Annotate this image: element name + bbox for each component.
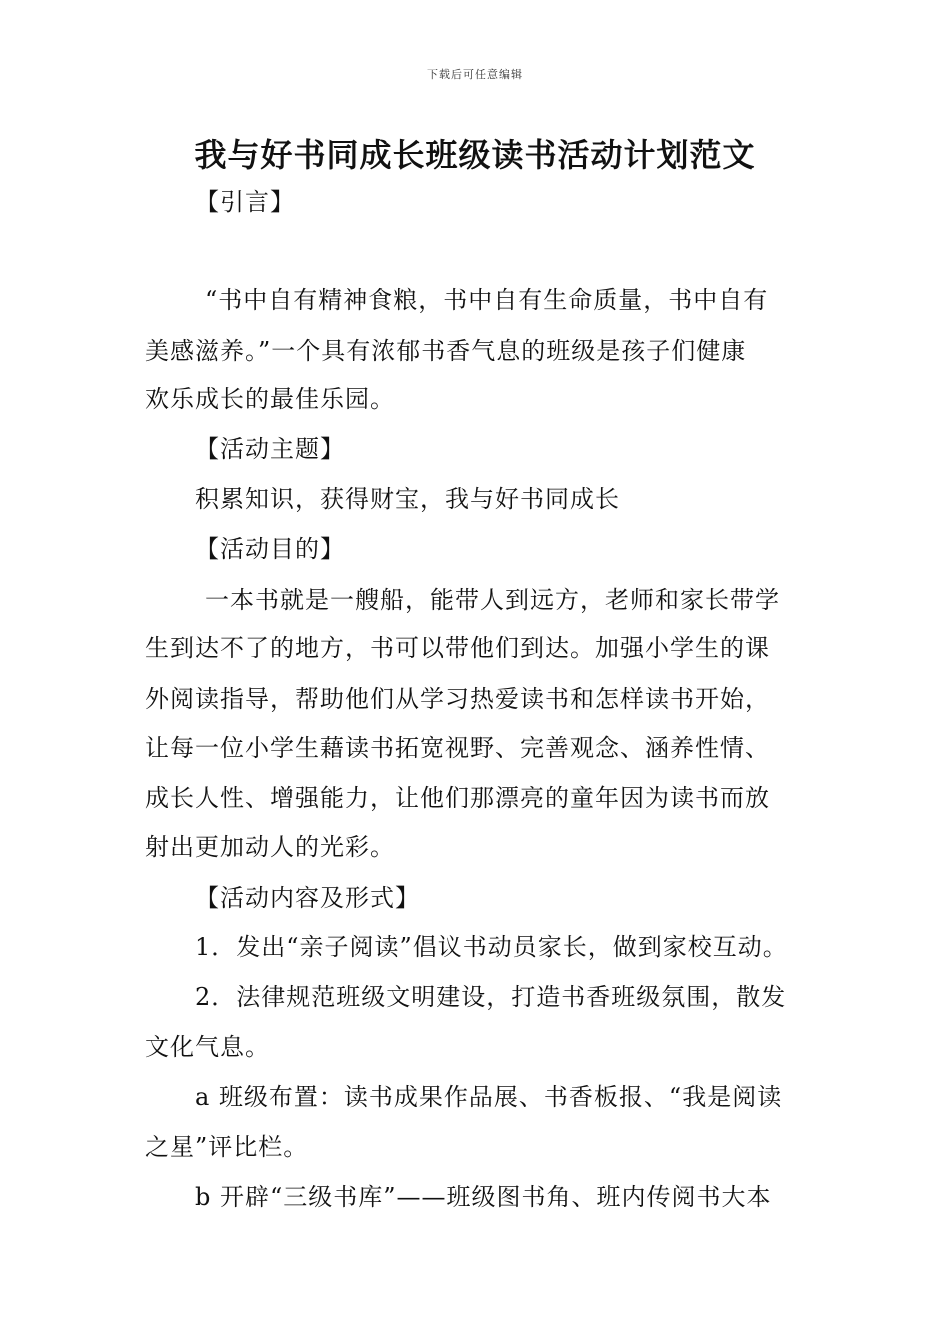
intro-heading: 【引言】 xyxy=(195,188,295,216)
content-item-2-line-1: 2．法律规范班级文明建设，打造书香班级氛围，散发 xyxy=(195,983,787,1011)
purpose-line-3: 外阅读指导，帮助他们从学习热爱读书和怎样读书开始， xyxy=(145,685,770,713)
content-item-1: 1．发出“亲子阅读”倡议书动员家长，做到家校互动。 xyxy=(195,933,788,961)
purpose-line-2: 生到达不了的地方，书可以带他们到达。加强小学生的课 xyxy=(145,634,770,662)
content-item-a-line-2: 之星”评比栏。 xyxy=(145,1133,309,1161)
content-item-b: b 开辟“三级书库”——班级图书角、班内传阅书大本 xyxy=(195,1183,772,1211)
content-item-2-line-2: 文化气息。 xyxy=(145,1033,270,1061)
purpose-line-4: 让每一位小学生藉读书拓宽视野、完善观念、涵养性情、 xyxy=(145,734,770,762)
theme-text: 积累知识，获得财宝，我与好书同成长 xyxy=(195,485,620,513)
content-item-a-line-1: a 班级布置：读书成果作品展、书香板报、“我是阅读 xyxy=(195,1083,783,1111)
intro-line-1: “书中自有精神食粮，书中自有生命质量，书中自有 xyxy=(205,286,769,314)
purpose-line-5: 成长人性、增强能力，让他们那漂亮的童年因为读书而放 xyxy=(145,784,770,812)
theme-heading: 【活动主题】 xyxy=(195,435,345,463)
purpose-line-6: 射出更加动人的光彩。 xyxy=(145,833,395,861)
intro-line-3: 欢乐成长的最佳乐园。 xyxy=(145,385,395,413)
intro-line-2: 美感滋养。”一个具有浓郁书香气息的班级是孩子们健康 xyxy=(145,337,747,365)
purpose-line-1: 一本书就是一艘船，能带人到远方，老师和家长带学 xyxy=(205,586,780,614)
purpose-heading: 【活动目的】 xyxy=(195,535,345,563)
document-title: 我与好书同成长班级读书活动计划范文 xyxy=(194,136,756,174)
content-heading: 【活动内容及形式】 xyxy=(195,884,420,912)
header-note: 下载后可任意编辑 xyxy=(427,68,523,81)
